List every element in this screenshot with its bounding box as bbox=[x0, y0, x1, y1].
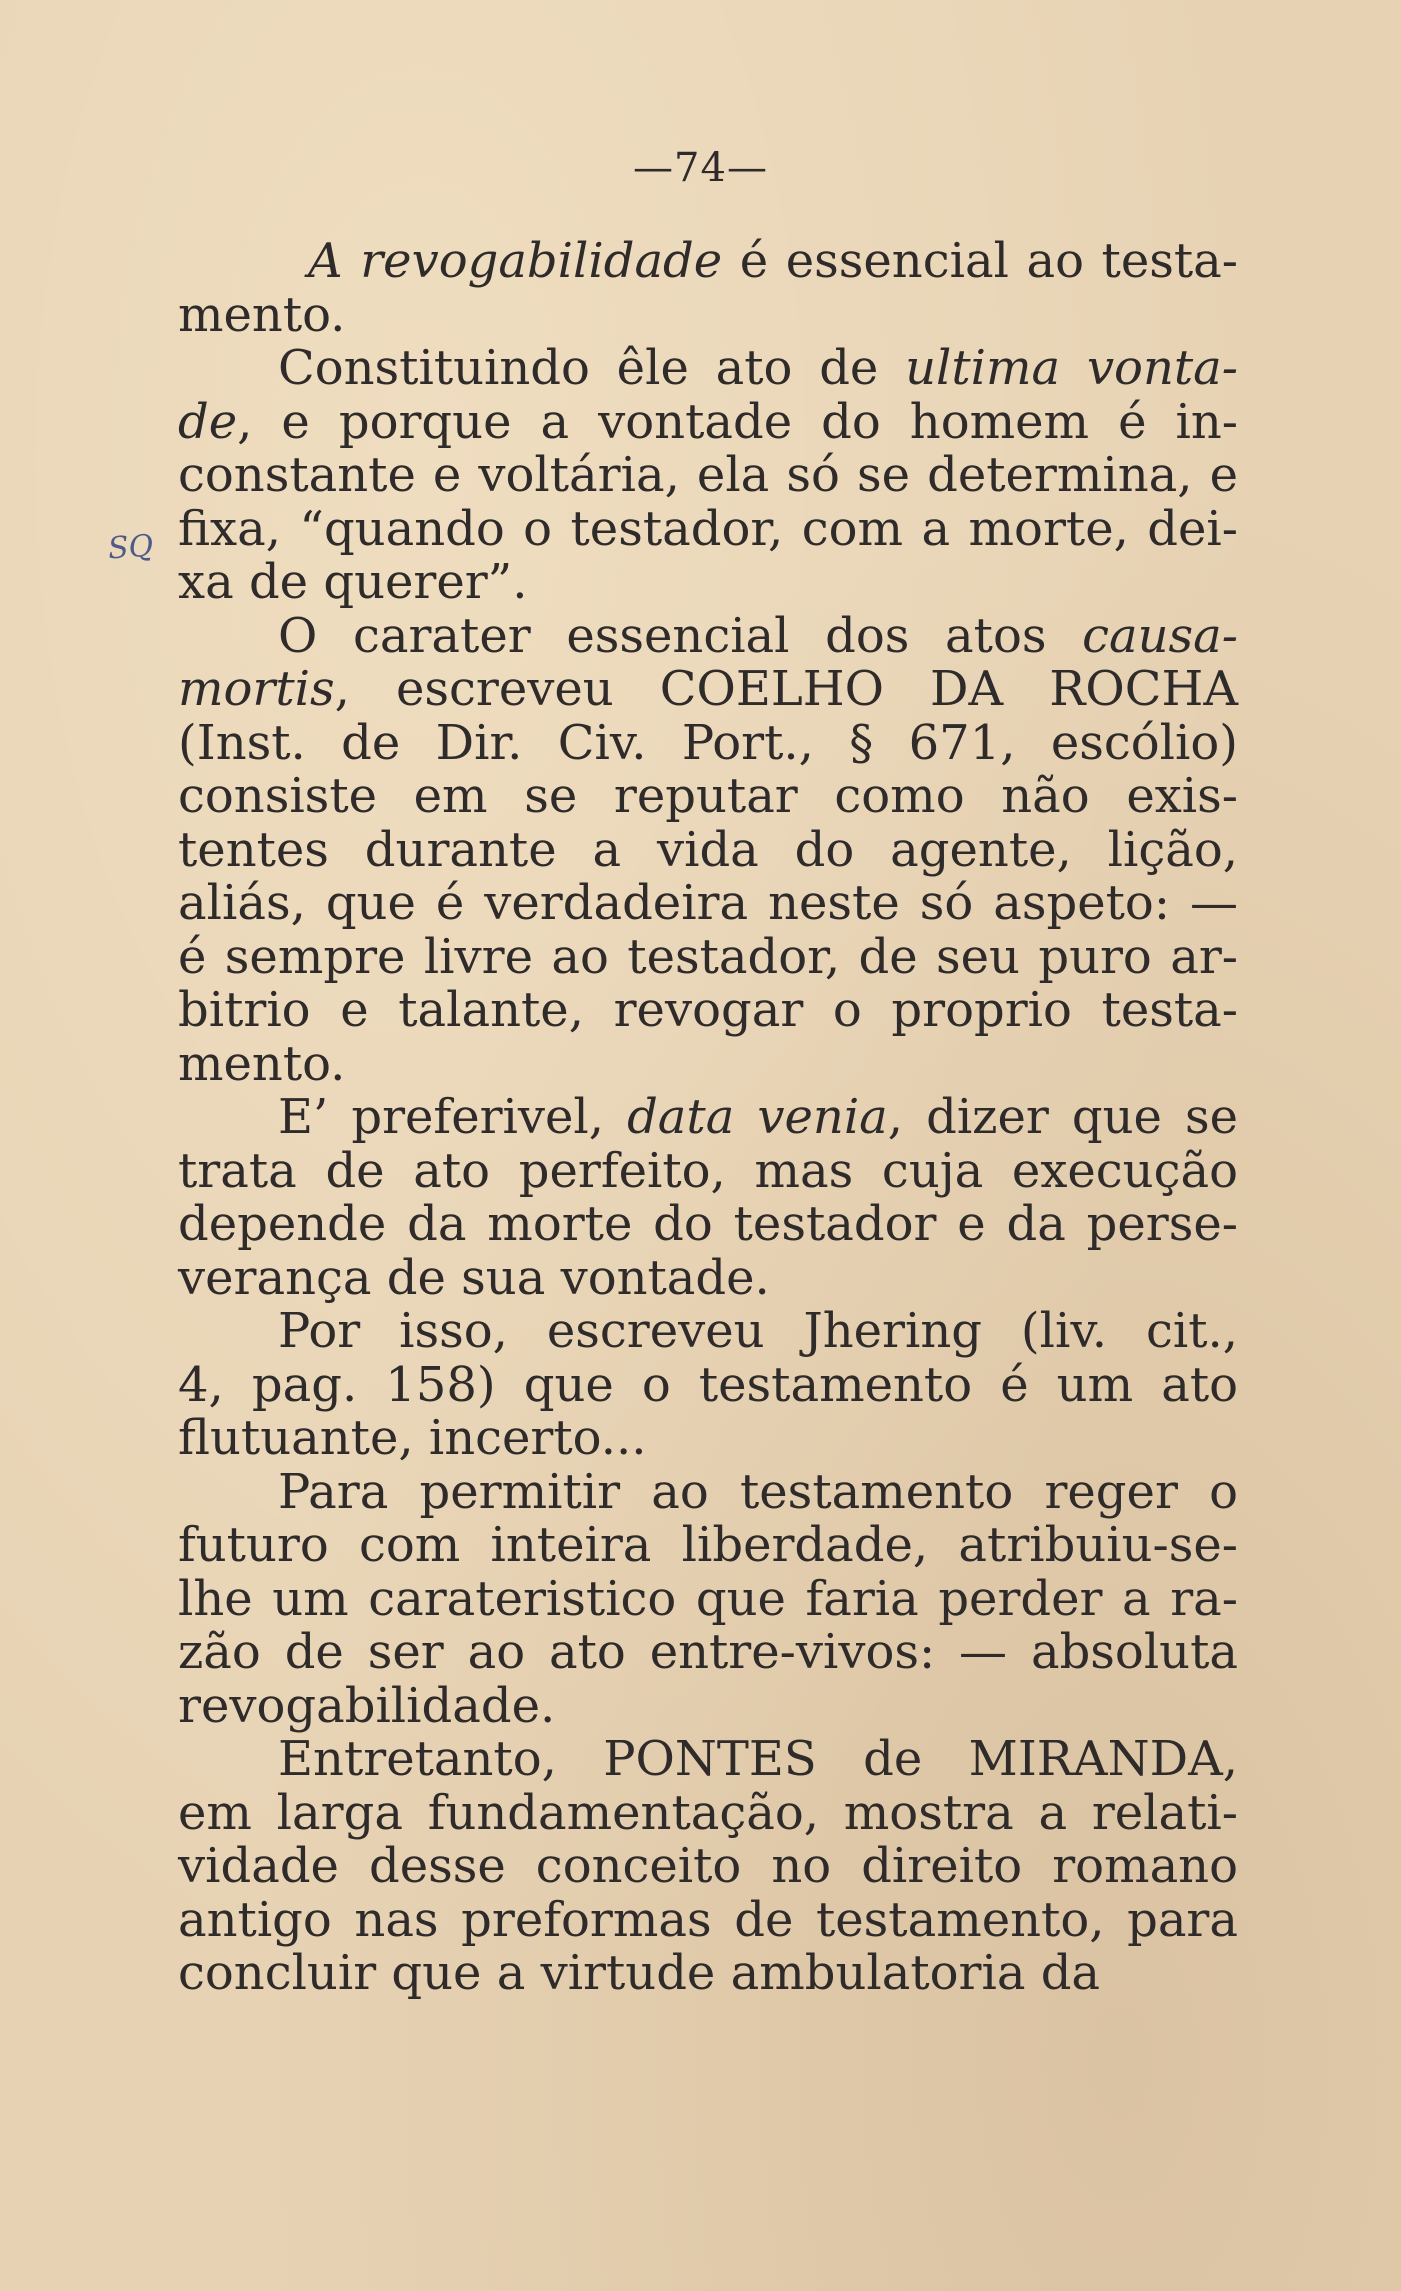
text-line bbox=[178, 821, 1238, 878]
text-line bbox=[178, 1947, 1238, 2001]
text-segment: aliás, que é verdadeira neste só aspeto: — bbox=[178, 875, 1238, 931]
paragraph bbox=[178, 235, 1238, 342]
text-line bbox=[178, 877, 1238, 931]
text-line bbox=[178, 342, 1238, 396]
text-line bbox=[178, 1356, 1238, 1413]
text-line bbox=[178, 500, 1238, 557]
text-line bbox=[178, 714, 1238, 771]
paragraph bbox=[178, 1463, 1238, 1734]
page-number: —74— bbox=[633, 145, 768, 191]
text-segment: xa de querer”. bbox=[178, 554, 528, 610]
text-line bbox=[178, 1626, 1238, 1680]
text-segment: vidade desse conceito no direito romano bbox=[178, 1838, 1238, 1894]
text-line bbox=[178, 1198, 1238, 1252]
italic-segment: mortis bbox=[178, 661, 335, 717]
text-segment: , dizer que se bbox=[887, 1089, 1238, 1145]
paragraph bbox=[178, 1305, 1238, 1466]
text-line bbox=[178, 1035, 1238, 1092]
text-line bbox=[178, 1733, 1238, 1787]
text-segment: fixa, “quando o testador, com a morte, dei- bbox=[178, 500, 1238, 557]
text-segment: Para permitir ao testamento reger o bbox=[278, 1463, 1238, 1520]
text-line bbox=[178, 1091, 1238, 1145]
text-line bbox=[178, 286, 1238, 343]
text-segment: futuro com inteira liberdade, atribuiu-se- bbox=[178, 1517, 1238, 1573]
text-segment: em larga fundamentação, mostra a relati- bbox=[178, 1784, 1238, 1841]
paragraph bbox=[178, 342, 1238, 610]
text-segment: 4, pag. 158) que o testamento é um ato bbox=[178, 1356, 1238, 1413]
italic-segment: de bbox=[178, 393, 238, 450]
text-line bbox=[178, 1784, 1238, 1841]
text-line bbox=[178, 607, 1238, 664]
text-line bbox=[178, 1840, 1238, 1894]
text-segment: depende da morte do testador e da perse- bbox=[178, 1196, 1238, 1252]
text-line bbox=[178, 1412, 1238, 1466]
text-line bbox=[178, 984, 1238, 1038]
text-line bbox=[178, 1305, 1238, 1359]
text-segment: E’ preferivel, bbox=[278, 1089, 628, 1145]
text-segment: zão de ser ao ato entre-vivos: — absoluta bbox=[178, 1624, 1238, 1680]
text-segment: mento. bbox=[178, 1035, 346, 1092]
text-line bbox=[178, 1570, 1238, 1627]
text-line bbox=[178, 770, 1238, 824]
text-segment: consiste em se reputar como não exis- bbox=[178, 768, 1238, 824]
text-line bbox=[178, 928, 1238, 985]
text-line bbox=[178, 393, 1238, 450]
text-segment: Constituindo êle ato de bbox=[278, 340, 906, 396]
text-line bbox=[178, 1519, 1238, 1573]
body-text bbox=[178, 235, 1238, 2001]
italic-segment: A revogabilidade bbox=[308, 233, 723, 289]
handwritten-margin-note: SQ bbox=[106, 528, 155, 567]
text-segment: lhe um carateristico que faria perder a ra- bbox=[178, 1570, 1238, 1627]
text-segment: bitrio e talante, revogar o proprio testa- bbox=[178, 982, 1238, 1038]
text-segment: , escreveu COELHO DA ROCHA bbox=[334, 661, 1238, 717]
text-line bbox=[178, 1463, 1238, 1520]
paragraph bbox=[178, 1091, 1238, 1305]
text-line bbox=[178, 449, 1238, 503]
paragraph bbox=[178, 607, 1238, 1092]
text-segment: é essencial ao testa- bbox=[722, 233, 1239, 289]
text-line bbox=[178, 1142, 1238, 1199]
italic-segment: causa- bbox=[1082, 607, 1238, 664]
text-line bbox=[178, 663, 1238, 717]
text-segment: mento. bbox=[178, 286, 346, 343]
text-segment: trata de ato perfeito, mas cuja execução bbox=[178, 1142, 1238, 1199]
text-line bbox=[178, 1891, 1238, 1948]
text-segment: O carater essencial dos atos bbox=[278, 607, 1083, 664]
paragraph bbox=[178, 1733, 1238, 2001]
text-line bbox=[178, 556, 1238, 610]
text-segment: verança de sua vontade. bbox=[178, 1249, 770, 1306]
italic-segment: ultima vonta- bbox=[905, 340, 1238, 396]
text-segment: Entretanto, PONTES de MIRANDA, bbox=[278, 1731, 1238, 1787]
text-segment: é sempre livre ao testador, de seu puro ar- bbox=[178, 928, 1238, 985]
text-segment: Por isso, escreveu Jhering (liv. cit., bbox=[278, 1303, 1238, 1359]
text-segment: flutuante, incerto... bbox=[178, 1410, 647, 1466]
text-line bbox=[178, 1249, 1238, 1306]
text-segment: tentes durante a vida do agente, lição, bbox=[178, 821, 1238, 878]
text-segment: (Inst. de Dir. Civ. Port., § 671, escólio) bbox=[178, 714, 1238, 771]
text-segment: , e porque a vontade do homem é in- bbox=[237, 393, 1238, 450]
text-segment: constante e voltária, ela só se determina, e bbox=[178, 447, 1238, 503]
text-line bbox=[178, 235, 1238, 289]
text-segment: revogabilidade. bbox=[178, 1677, 556, 1734]
italic-segment: data venia bbox=[627, 1089, 888, 1145]
text-segment: antigo nas preformas de testamento, para bbox=[178, 1891, 1238, 1948]
text-segment: concluir que a virtude ambulatoria da bbox=[178, 1945, 1101, 2001]
text-line bbox=[178, 1677, 1238, 1734]
